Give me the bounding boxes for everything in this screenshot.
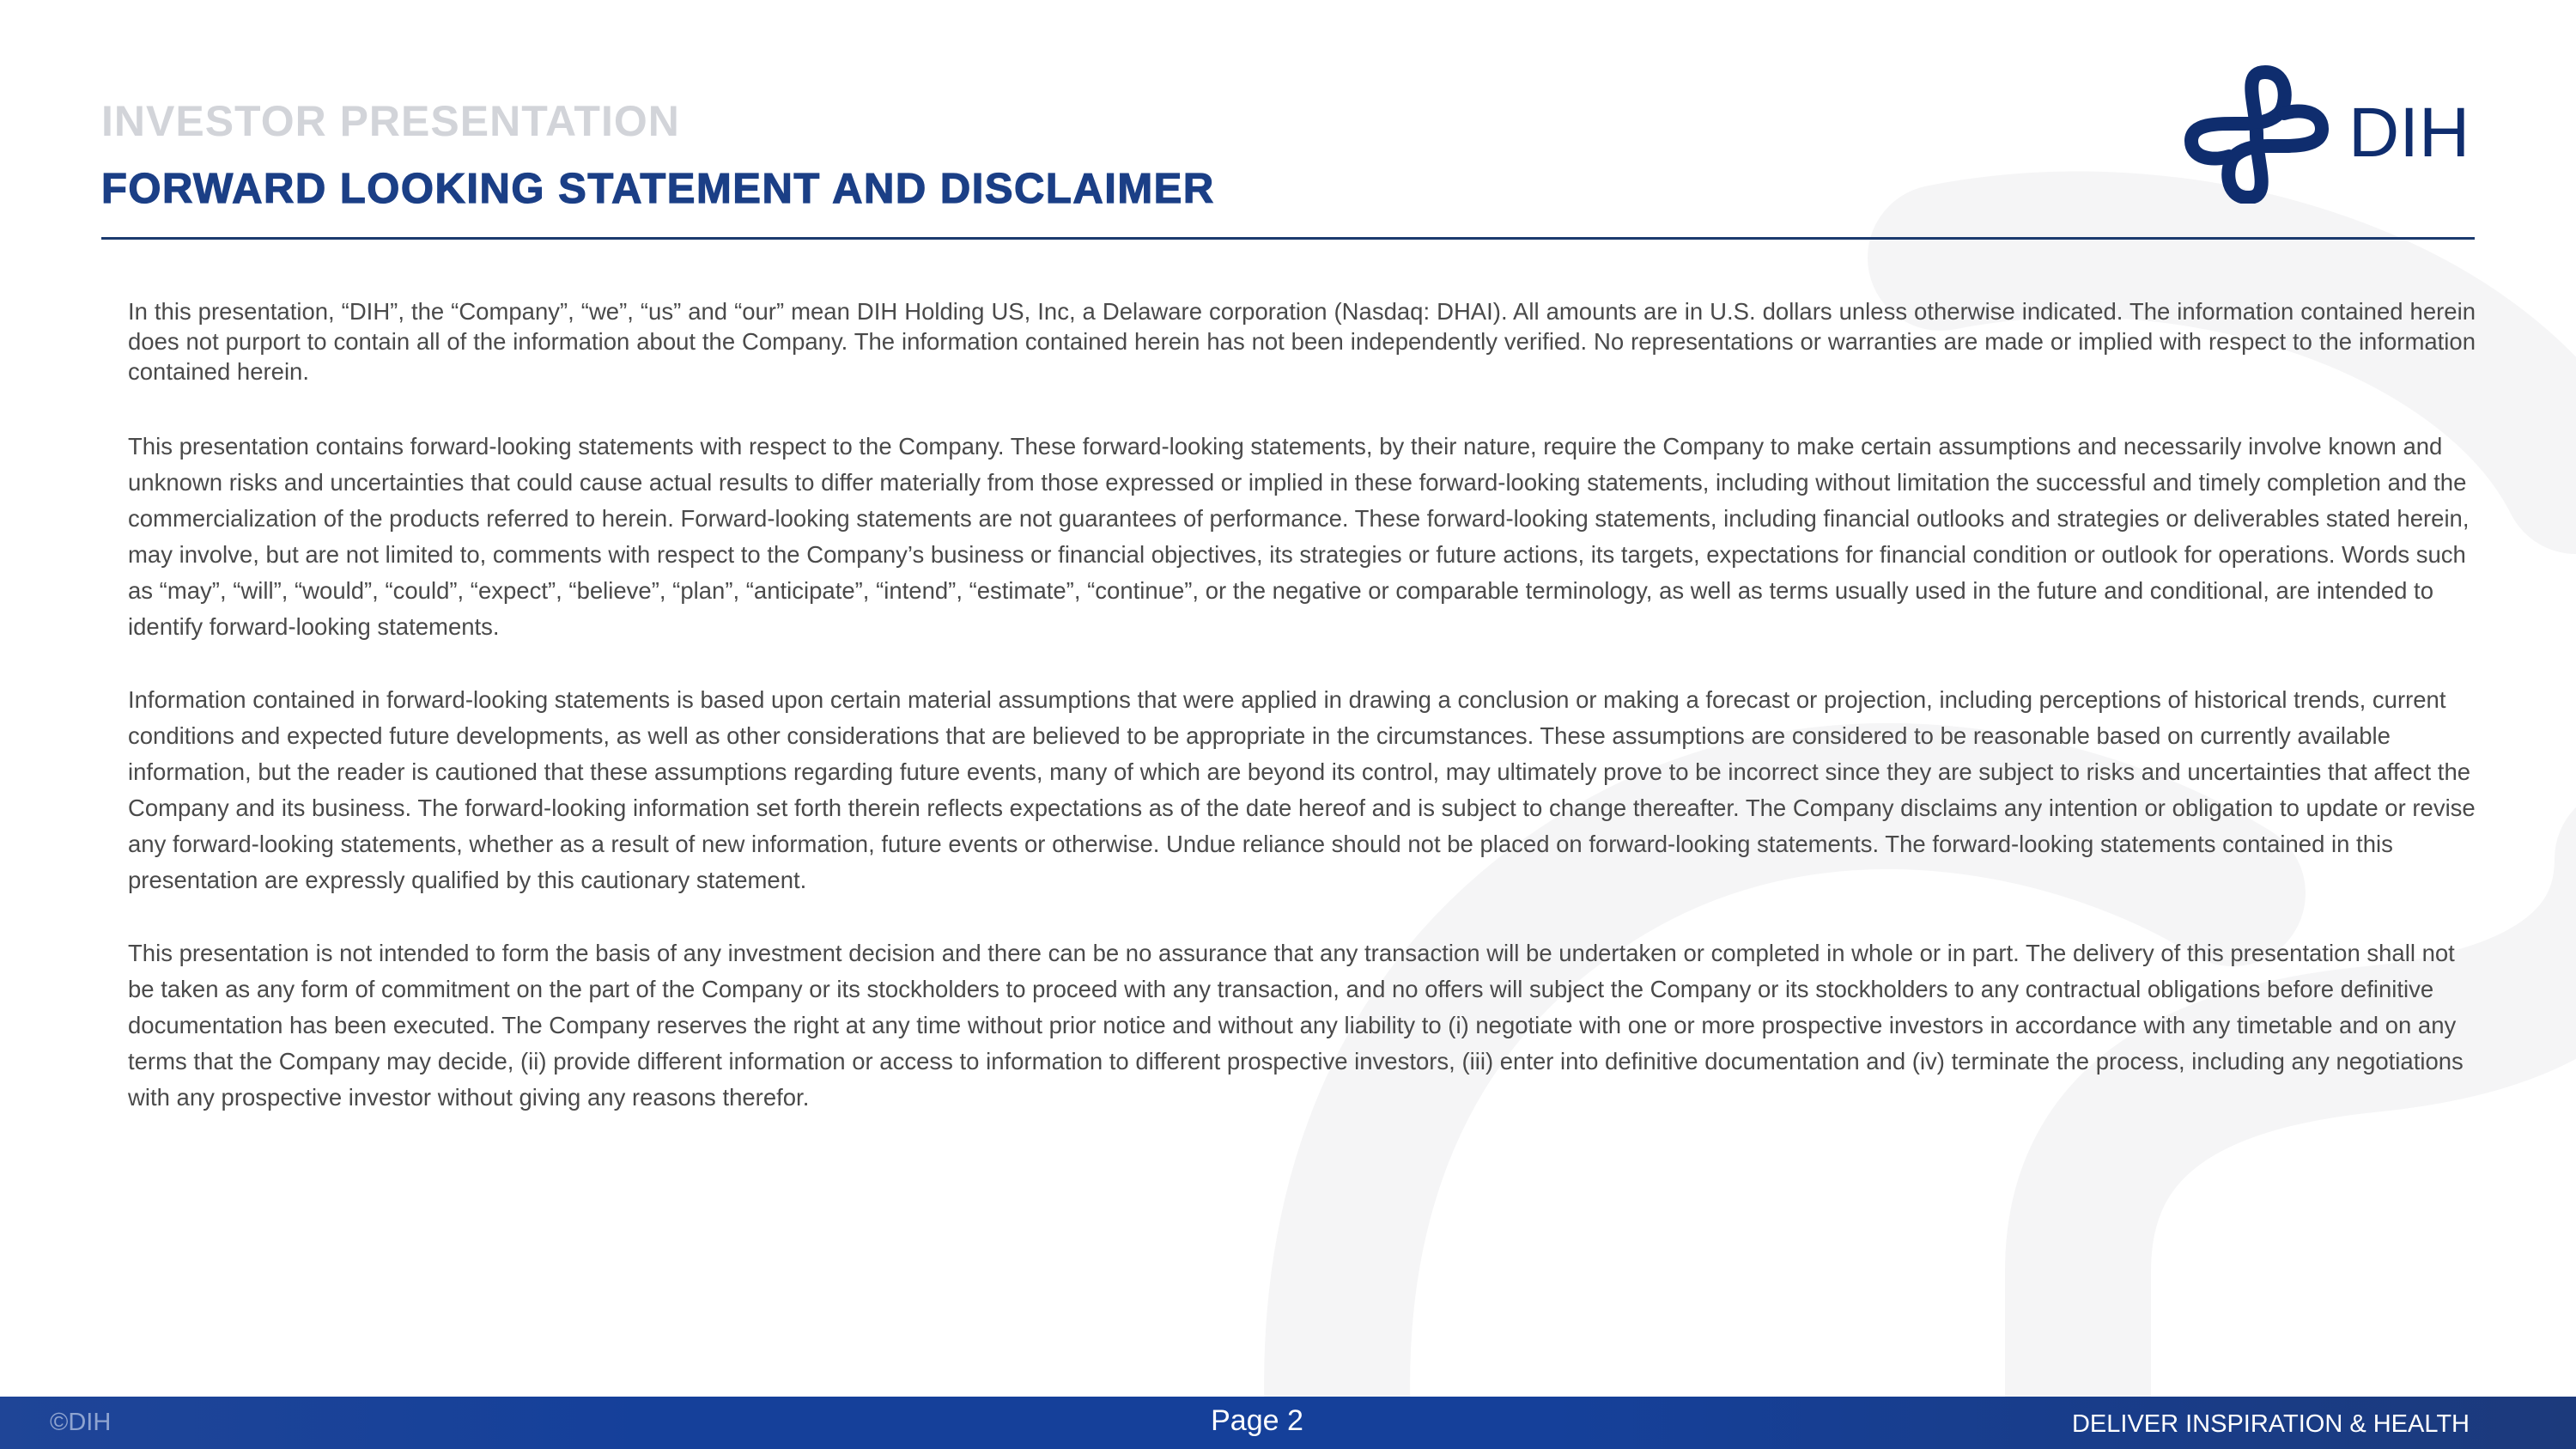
logo-text: DIH <box>2348 94 2470 172</box>
dih-knot-icon <box>2181 62 2477 204</box>
header-divider <box>101 237 2475 240</box>
disclaimer-body <box>128 296 2476 1153</box>
footer-copyright: ©DIH <box>50 1409 112 1436</box>
paragraph-no-investment-decision: This presentation is not intended to form the basis of any investment decision and there can be no assurance that any transaction will be undertaken or completed in whole or in part. The delivery of this presentation shall not be taken as any form of commitment on the part of the Company or its stockholders to proceed with any transaction, and no offers will subject the Company or its stockholders to any contractual obligations before definitive documentation has been executed. The Company reserves the right at any time without prior notice and without any liability to (i) negotiate with one or more prospective investors in accordance with any timetable and on any terms that the Company may decide, (ii) provide different information or access to information to different prospective investors, (iii) enter into definitive documentation and (iv) terminate the process, including any negotiations with any prospective investor without giving any reasons therefor. <box>128 940 2464 1111</box>
page-title: FORWARD LOOKING STATEMENT AND DISCLAIMER <box>101 166 1215 212</box>
page-number: Page 2 <box>1211 1404 1303 1437</box>
footer-tagline: DELIVER INSPIRATION & HEALTH <box>2071 1410 2470 1438</box>
footer-bar <box>0 1397 2576 1449</box>
presentation-kicker: INVESTOR PRESENTATION <box>101 97 680 145</box>
paragraph-forward-looking: This presentation contains forward-looking statements with respect to the Company. These forward-looking statements, by their nature, require the Company to make certain assumptions and necessarily involve known and unknown risks and uncertainties that could cause actual results to differ materially from those expressed or implied in these forward-looking statements, including without limitation the successful and timely completion and the commercialization of the products referred to herein. Forward-looking statements are not guarantees of performance. These forward-looking statements, including financial outlooks and strategies or deliverables stated herein, may involve, but are not limited to, comments with respect to the Company’s business or financial objectives, its strategies or future actions, its targets, expectations for financial condition or outlook for operations. Words such as “may”, “will”, “would”, “could”, “expect”, “believe”, “plan”, “anticipate”, “intend”, “estimate”, “continue”, or the negative or comparable terminology, as well as terms usually used in the future and conditional, are intended to identify forward-looking statements. <box>128 433 2470 640</box>
paragraph-definitions: In this presentation, “DIH”, the “Company”, “we”, “us” and “our” mean DIH Holding US, Inc, a Delaware corporation (Nasdaq: DHAI). All amounts are in U.S. dollars unless otherwise indicated. The information contained herein does not purport to contain all of the information about the Company. The information contained herein has not been independently verified. No representations or warranties are made or implied with respect to the information contained herein. <box>128 298 2476 385</box>
paragraph-assumptions: Information contained in forward-looking statements is based upon certain material assumptions that were applied in drawing a conclusion or making a forecast or projection, including perceptions of historical trends, current conditions and expected future developments, as well as other considerations that are believed to be appropriate in the circumstances. These assumptions are considered to be reasonable based on currently available information, but the reader is cautioned that these assumptions regarding future events, many of which are beyond its control, may ultimately prove to be incorrect since they are subject to risks and uncertainties that affect the Company and its business. The forward-looking information set forth therein reflects expectations as of the date hereof and is subject to change thereafter. The Company disclaims any intention or obligation to update or revise any forward-looking statements, whether as a result of new information, future events or otherwise. Undue reliance should not be placed on forward-looking statements. The forward-looking statements contained in this presentation are expressly qualified by this cautionary statement. <box>128 686 2476 893</box>
company-logo <box>2181 62 2477 204</box>
